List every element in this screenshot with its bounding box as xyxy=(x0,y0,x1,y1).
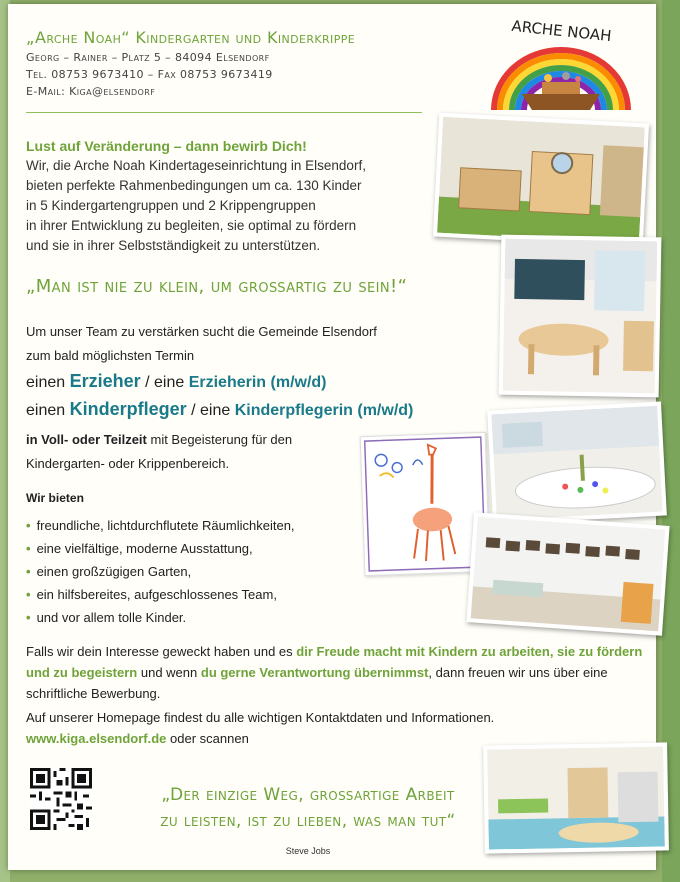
photo-play-area xyxy=(433,113,649,248)
offers-list xyxy=(26,514,295,629)
job2-title2: Kinderpflegerin (m/w/d) xyxy=(234,402,414,419)
intro-line: in ihrer Entwicklung zu begleiten, sie optimal zu fördern xyxy=(26,218,357,233)
header-title: „Arche Noah“ Kindergarten und Kinderkrippe xyxy=(26,28,356,47)
closing-part-2: und wenn xyxy=(140,665,198,680)
job1-title: Erzieher xyxy=(69,371,141,391)
scope-bold: in Voll- oder Teilzeit xyxy=(26,432,147,447)
list-item: • einen großzügigen Garten, xyxy=(26,560,295,583)
quote-line-1: „Der einzige Weg, großartige Arbeit xyxy=(161,785,455,805)
phone-fax: Tel. 08753 9673410 – Fax 08753 9673419 xyxy=(26,68,273,81)
job1-prefix: einen xyxy=(26,374,66,391)
list-item: • eine vielfältige, moderne Ausstattung, xyxy=(26,537,295,560)
list-item: • freundliche, lichtdurchflutete Räumlichkeiten, xyxy=(26,514,295,537)
list-item: • und vor allem tolle Kinder. xyxy=(26,606,295,629)
qr-code[interactable] xyxy=(30,768,92,830)
closing-highlight-1: dir Freude macht mit Kindern zu arbeiten, sie zu fördern und zu begeistern xyxy=(26,644,643,680)
intro-text xyxy=(26,156,366,256)
closing-highlight-2: du gerne Verantwortung übernimmst xyxy=(200,665,429,680)
slogan: „Man ist nie zu klein, um großartig zu sein!“ xyxy=(26,276,408,297)
quote-author: Steve Jobs xyxy=(285,846,331,856)
intro-line: und sie in ihrer Selbstständigkeit zu unterstützen. xyxy=(26,238,321,253)
quote xyxy=(158,782,458,834)
job-kinderpfleger xyxy=(26,396,456,424)
list-item: • ein hilfsbereites, aufgeschlossenes Team, xyxy=(26,583,295,606)
address: Georg – Rainer – Platz 5 – 84094 Elsendorf xyxy=(26,51,270,64)
photo-play-kitchen xyxy=(483,742,669,853)
job2-title: Kinderpfleger xyxy=(69,399,187,419)
closing-part-3: , dann freuen wir uns über eine schriftliche Bewerbung. xyxy=(26,665,608,701)
closing-text xyxy=(26,641,644,704)
offers-title: Wir bieten xyxy=(26,491,84,505)
closing-part-1: Falls wir dein Interesse geweckt haben und es xyxy=(26,644,293,659)
flyer-sheet xyxy=(8,4,656,870)
job-erzieher xyxy=(26,368,456,396)
homepage-suffix: oder scannen xyxy=(170,731,249,746)
arche-noah-logo xyxy=(486,12,636,120)
homepage-info xyxy=(26,707,626,749)
job2-mid: / eine xyxy=(191,402,231,419)
logo-text: ARCHE NOAH xyxy=(510,16,613,46)
email: E-Mail: Kiga@elsendorf xyxy=(26,85,156,98)
job1-title2: Erzieherin (m/w/d) xyxy=(188,374,327,391)
intro-line: in 5 Kindergartengruppen und 2 Krippengruppen xyxy=(26,198,316,213)
header-divider xyxy=(26,112,422,113)
photo-round-table xyxy=(487,402,667,525)
homepage-link[interactable]: www.kiga.elsendorf.de xyxy=(26,731,167,746)
intro-heading: Lust auf Veränderung – dann bewirb Dich! xyxy=(26,138,307,154)
job2-prefix: einen xyxy=(26,402,66,419)
team-line-1: Um unser Team zu verstärken sucht die Gemeinde Elsendorf xyxy=(26,324,377,339)
team-line-2: zum bald möglichsten Termin xyxy=(26,348,195,363)
intro-line: Wir, die Arche Noah Kindertageseinrichtung in Elsendorf, xyxy=(26,158,366,173)
intro-line: bieten perfekte Rahmenbedingungen um ca. 130 Kinder xyxy=(26,178,362,193)
scope-rest: mit Begeisterung für den xyxy=(150,432,293,447)
scope-line-2: Kindergarten- oder Krippenbereich. xyxy=(26,456,230,471)
photo-gallery-wall xyxy=(466,512,669,635)
photo-dining-room xyxy=(499,235,662,398)
quote-line-2: zu leisten, ist zu lieben, was man tut“ xyxy=(160,811,456,831)
job1-mid: / eine xyxy=(145,374,185,391)
homepage-text: Auf unserer Homepage findest du alle wichtigen Kontaktdaten und Informationen. xyxy=(26,710,495,725)
